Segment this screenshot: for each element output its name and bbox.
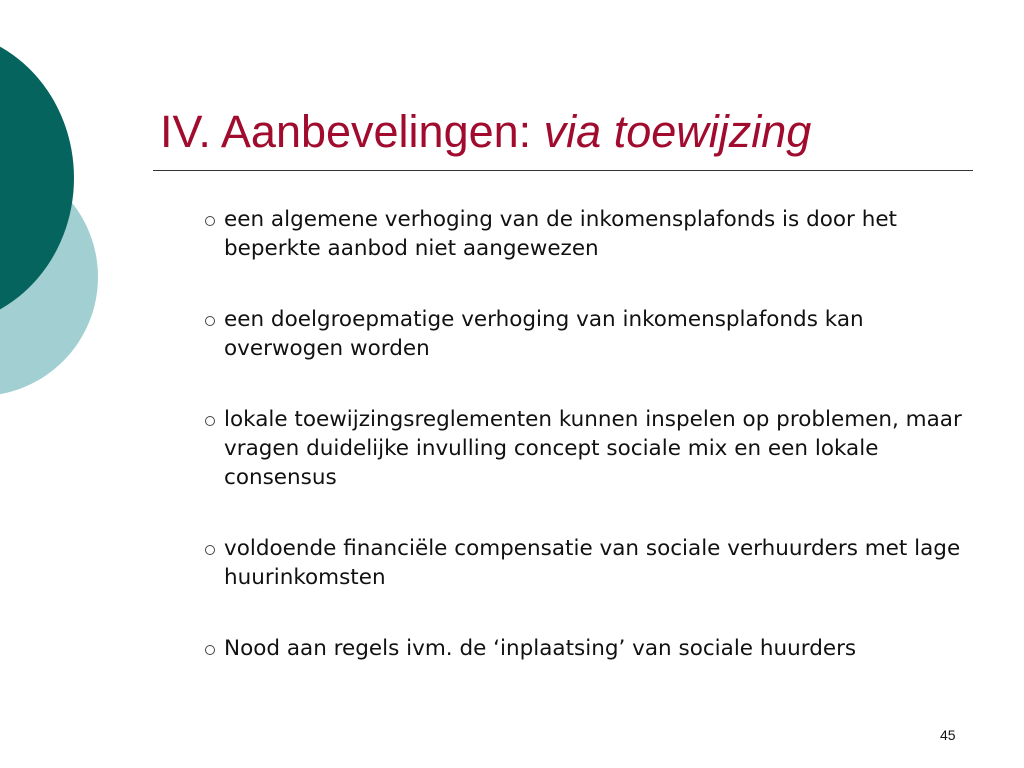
slide-title xyxy=(160,106,811,158)
slide-title-main: IV. Aanbevelingen: xyxy=(160,106,544,157)
bullet-circle-icon xyxy=(205,645,215,655)
bullet-circle-icon xyxy=(205,216,215,226)
slide-title-italic: via toewijzing xyxy=(543,106,812,157)
bullet-circle-icon xyxy=(205,545,215,555)
bullet-item xyxy=(205,534,985,592)
bullet-list xyxy=(205,205,985,705)
page-number: 45 xyxy=(940,727,956,743)
bullet-text: een doelgroepmatige verhoging van inkomensplafonds kan overwogen worden xyxy=(224,307,864,361)
bullet-text: een algemene verhoging van de inkomensplafonds is door het beperkte aanbod niet aangewezen xyxy=(224,207,897,261)
bullet-text: lokale toewijzingsreglementen kunnen inspelen op problemen, maar vragen duidelijke invulling concept sociale mix en een lokale consensus xyxy=(224,407,962,490)
bullet-text: voldoende financiële compensatie van sociale verhuurders met lage huurinkomsten xyxy=(224,536,961,590)
bullet-item xyxy=(205,634,985,663)
bullet-circle-icon xyxy=(205,316,215,326)
bullet-circle-icon xyxy=(205,416,215,426)
bullet-text: Nood aan regels ivm. de ‘inplaatsing’ van sociale huurders xyxy=(224,636,857,661)
title-divider xyxy=(153,170,973,171)
bullet-item xyxy=(205,405,985,492)
bullet-item xyxy=(205,205,985,263)
bullet-item xyxy=(205,305,985,363)
